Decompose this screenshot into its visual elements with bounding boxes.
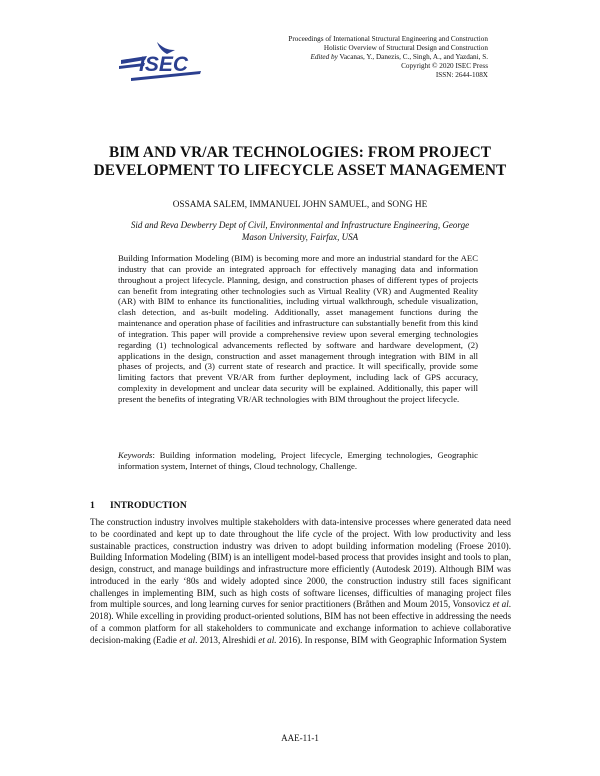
editor-names: Vacanas, Y., Danezis, C., Singh, A., and Yazdani, S.	[339, 52, 488, 61]
edited-label: Edited by	[310, 52, 338, 61]
issn-line: ISSN: 2644-108X	[435, 70, 488, 79]
section-number: 1	[90, 500, 95, 511]
paper-title: BIM AND VR/AR TECHNOLOGIES: FROM PROJECT DEVELOPMENT TO LIFECYCLE ASSET MANAGEMENT	[93, 144, 507, 179]
editors-line	[288, 53, 488, 62]
body-text-run: 2016). In response, BIM with Geographic Information System	[276, 634, 507, 645]
proceedings-line: Holistic Overview of Structural Design and Construction	[323, 43, 488, 52]
body-text-italic: et al	[492, 599, 509, 610]
body-text-italic: et al.	[258, 634, 277, 645]
abstract: Building Information Modeling (BIM) is becoming more and more an industrial standard for the AEC industry that can provide an integrated approach for effectively managing data and information throughout a project lifecycle. Planning, design, and construction phases of different types of projects can benefit from integrating other technologies such as Virtual Reality (VR) and Augmented Reality (AR) with BIM to enhance its functionalities, including virtual walkthrough, schedule visualization, clash detection, and as-built modeling. Additionally, asset management functions during the maintenance and operation phase of facilities and infrastructure can substantially benefit from this kind of integration. This paper will provide a comprehensive review upon several emerging technologies regarding (1) technological advancements reflected by software and hardware development, (2) applications in the design, construction and asset management through integration with BIM in all phases of projects, and (3) current state of research and practice. It will specifically, provide some limiting factors that prevent VR/AR from further deployment, including lack of GPS accuracy, complexity in development and unclear data security will be explained. Additionally, this paper will present the benefits of integrating VR/AR technologies with BIM throughout the project lifecycle.	[118, 253, 478, 404]
keywords-label: Keywords	[118, 450, 153, 460]
section-title: INTRODUCTION	[110, 500, 187, 511]
keywords-list: : Building information modeling, Project lifecycle, Emerging technologies, Geographic information system, Internet of things, Cloud technology, Challenge.	[118, 450, 478, 471]
keywords	[118, 450, 478, 472]
copyright-line: Copyright © 2020 ISEC Press	[401, 61, 488, 70]
isec-logo-icon	[117, 38, 203, 82]
body-text-run: The construction industry involves multiple stakeholders with data-intensive processes where generated data need to be coordinated and kept up to date throughout the life cycle of the project. With low productivity and less sustainable practices, construction industry was driven to adopt building information modeling (Froese 2010). Building Information Modeling (BIM) is an intelligent model-based process that provides insight and tools to plan, design, construct, and manage buildings and infrastructure more efficiently (Autodesk 2019). Although BIM was introduced in the early ‘80s and widely adopted since 2000, the construction industry still faces significant challenges in implementing BIM, such as high costs of software licenses, difficulties of managing project files from multiple sources, and long learning curves for senior practitioners (Bråthen and Moum 2015, Vonsovicz	[90, 517, 511, 610]
body-text-run: . 2013, Alreshidi	[195, 634, 259, 645]
page-number: AAE-11-1	[281, 733, 319, 743]
body-text-italic: et al	[179, 634, 196, 645]
body-text	[90, 517, 511, 646]
author-affiliation: Sid and Reva Dewberry Dept of Civil, Environmental and Infrastructure Engineering, George Mason University, Fairfax, USA	[130, 220, 470, 242]
body-text-run: . 2018). While excelling in providing product-oriented solutions, BIM has not been effective in addressing the needs of a common platform for all stakeholders to communicate and exchange information to achieve collaborative decision-making (Eadie	[90, 599, 512, 645]
proceedings-line: Proceedings of International Structural Engineering and Construction	[288, 35, 488, 43]
section-heading	[90, 500, 187, 511]
paper-authors: OSSAMA SALEM, IMMANUEL JOHN SAMUEL, and SONG HE	[172, 200, 428, 210]
svg-text:ISEC: ISEC	[139, 53, 189, 76]
proceedings-header	[288, 35, 488, 80]
